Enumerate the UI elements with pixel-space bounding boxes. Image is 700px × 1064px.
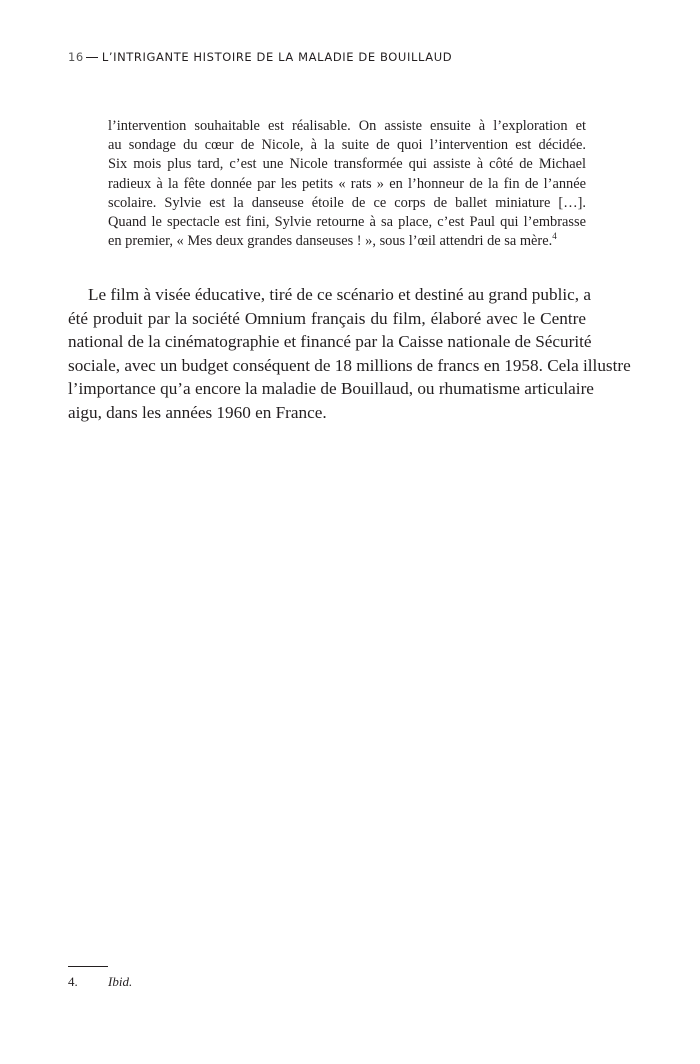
quote-line: l’intervention souhaitable est réalisable. On assiste ensuite à l’exploration et [108,118,586,134]
header-dash [86,57,98,58]
paragraph-line: sociale, avec un budget conséquent de 18 millions de francs en 1958. Cela illustre [68,355,631,375]
paragraph-line: national de la cinématographie et financé par la Caisse nationale de Sécurité [68,332,592,352]
quote-line-last [108,232,586,251]
page-number: 16 [68,50,84,64]
quote-line: scolaire. Sylvie est la danseuse étoile de ce corps de ballet miniature […]. [108,194,586,211]
paragraph-line: aigu, dans les années 1960 en France. [68,402,327,422]
paragraph-line: été produit par la société Omnium français du film, élaboré avec le Centre [68,308,586,328]
running-title: L’INTRIGANTE HISTOIRE DE LA MALADIE DE BOUILLAUD [101,50,453,64]
quote-line: radieux à la fête donnée par les petits « rats » en l’honneur de la fin de l’année [108,175,586,192]
paragraph-line: Le film à visée éducative, tiré de ce scénario et destiné au grand public, a [88,285,591,304]
paragraph-line: l’importance qu’a encore la maladie de Bouillaud, ou rhumatisme articulaire [68,379,594,399]
quote-line: Quand le spectacle est fini, Sylvie retourne à sa place, c’est Paul qui l’embrasse [108,214,586,231]
running-header [68,50,452,64]
footnote [68,974,132,990]
footnote-number: 4. [68,974,78,989]
quote-line: Six mois plus tard, c’est une Nicole transformée qui assiste à côté de Michael [108,156,586,173]
quote-line-text: en premier, « Mes deux grandes danseuses ! », sous l’œil attendri de sa mère. [108,233,553,250]
quote-line: au sondage du cœur de Nicole, à la suite de quoi l’intervention est décidée. [108,137,586,154]
footnote-reference: 4 [552,231,557,242]
footnote-separator [68,966,108,967]
body-paragraph [68,283,631,425]
block-quote [108,117,586,251]
footnote-text: Ibid. [108,974,133,989]
